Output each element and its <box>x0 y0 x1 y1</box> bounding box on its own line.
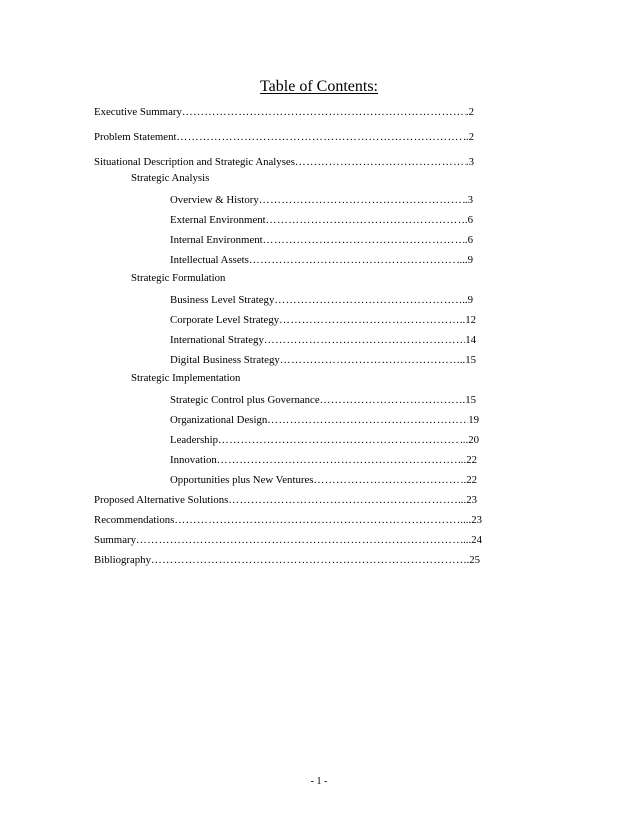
toc-entry-innovation[interactable] <box>170 454 477 474</box>
toc-entry-label: Opportunities plus New Ventures <box>170 474 314 486</box>
dot-leader <box>182 106 466 118</box>
toc-entry-label: Digital Business Strategy <box>170 354 280 366</box>
toc-entry-label: Executive Summary <box>94 106 182 118</box>
toc-entry-page: .25 <box>466 554 480 566</box>
toc-entry-page: ..2 <box>463 131 474 143</box>
dot-leader <box>266 214 465 226</box>
dot-leader <box>151 554 467 566</box>
toc-entry-page: ..15 <box>459 354 476 366</box>
toc-entry-summary[interactable] <box>94 534 482 554</box>
dot-leader <box>263 234 465 246</box>
dot-leader <box>259 194 465 206</box>
toc-entry-label: Proposed Alternative Solutions <box>94 494 229 506</box>
toc-entry-page: .2 <box>465 106 474 118</box>
toc-entry-opportunities-new-ventures[interactable] <box>170 474 477 494</box>
toc-entry-page: ....9 <box>456 254 473 266</box>
toc-entry-page: ....23 <box>460 514 482 526</box>
toc-entry-label: Recommendations <box>94 514 175 526</box>
toc-entry-internal-environment[interactable] <box>170 234 473 254</box>
dot-leader <box>218 434 460 446</box>
toc-entry-page: .6 <box>464 214 473 226</box>
toc-entry-label: Business Level Strategy <box>170 294 275 306</box>
toc-entry-page: ...22 <box>458 454 477 466</box>
toc-entry-page: ..12 <box>459 314 476 326</box>
toc-entry-corporate-level-strategy[interactable] <box>170 314 476 334</box>
toc-entry-page: .15 <box>462 394 476 406</box>
toc-entry-executive-summary[interactable] <box>94 106 474 126</box>
dot-leader <box>174 514 460 526</box>
toc-entry-page: .6 <box>464 234 473 246</box>
dot-leader <box>176 131 463 143</box>
toc-entry-label: Organizational Design <box>170 414 268 426</box>
dot-leader <box>313 474 460 486</box>
dot-leader <box>249 254 457 266</box>
toc-entry-page: ...20 <box>460 434 479 446</box>
dot-leader <box>228 494 458 506</box>
toc-entry-page: ....24 <box>460 534 482 546</box>
section-heading-strategic-analysis: Strategic Analysis <box>131 172 210 184</box>
section-heading-strategic-formulation: Strategic Formulation <box>131 272 226 284</box>
toc-entry-business-level-strategy[interactable] <box>170 294 473 314</box>
toc-entry-label: Intellectual Assets <box>170 254 249 266</box>
toc-entry-label: External Environment <box>170 214 266 226</box>
dot-leader <box>274 294 462 306</box>
toc-entry-label: Bibliography <box>94 554 151 566</box>
toc-entry-external-environment[interactable] <box>170 214 473 234</box>
toc-entry-digital-business-strategy[interactable] <box>170 354 476 374</box>
toc-entry-label: Summary <box>94 534 136 546</box>
toc-entry-label: Leadership <box>170 434 218 446</box>
toc-entry-page: .3 <box>464 194 473 206</box>
dot-leader <box>264 334 465 346</box>
toc-entry-page: .3 <box>465 156 474 168</box>
toc-entry-page: 14 <box>465 334 476 346</box>
dot-leader <box>280 354 460 366</box>
toc-entry-page: ..9 <box>462 294 473 306</box>
toc-entry-label: Strategic Control plus Governance <box>170 394 320 406</box>
dot-leader <box>217 454 458 466</box>
toc-entry-page: ...23 <box>458 494 477 506</box>
toc-entry-label: International Strategy <box>170 334 264 346</box>
dot-leader <box>267 414 468 426</box>
toc-entry-organizational-design[interactable] <box>170 414 479 434</box>
dot-leader <box>136 534 460 546</box>
page-number: - 1 - <box>310 776 328 787</box>
toc-entry-strategic-control[interactable] <box>170 394 476 414</box>
toc-entry-page: ..22 <box>460 474 477 486</box>
toc-entry-label: Innovation <box>170 454 217 466</box>
toc-entry-label: Internal Environment <box>170 234 263 246</box>
toc-entry-leadership[interactable] <box>170 434 479 454</box>
dot-leader <box>320 394 463 406</box>
toc-entry-intellectual-assets[interactable] <box>170 254 473 274</box>
toc-entry-label: Overview & History <box>170 194 259 206</box>
toc-entry-recommendations[interactable] <box>94 514 482 534</box>
toc-title: Table of Contents: <box>260 78 378 95</box>
toc-entry-problem-statement[interactable] <box>94 131 474 151</box>
toc-entry-label: Situational Description and Strategic Analyses <box>94 156 295 168</box>
dot-leader <box>279 314 460 326</box>
toc-entry-bibliography[interactable] <box>94 554 480 574</box>
toc-entry-proposed-alternative-solutions[interactable] <box>94 494 477 514</box>
dot-leader <box>295 156 466 168</box>
toc-entry-label: Problem Statement <box>94 131 177 143</box>
toc-entry-overview-history[interactable] <box>170 194 473 214</box>
toc-entry-international-strategy[interactable] <box>170 334 476 354</box>
section-heading-strategic-implementation: Strategic Implementation <box>131 372 241 384</box>
toc-entry-page: 19 <box>468 414 479 426</box>
toc-entry-label: Corporate Level Strategy <box>170 314 280 326</box>
